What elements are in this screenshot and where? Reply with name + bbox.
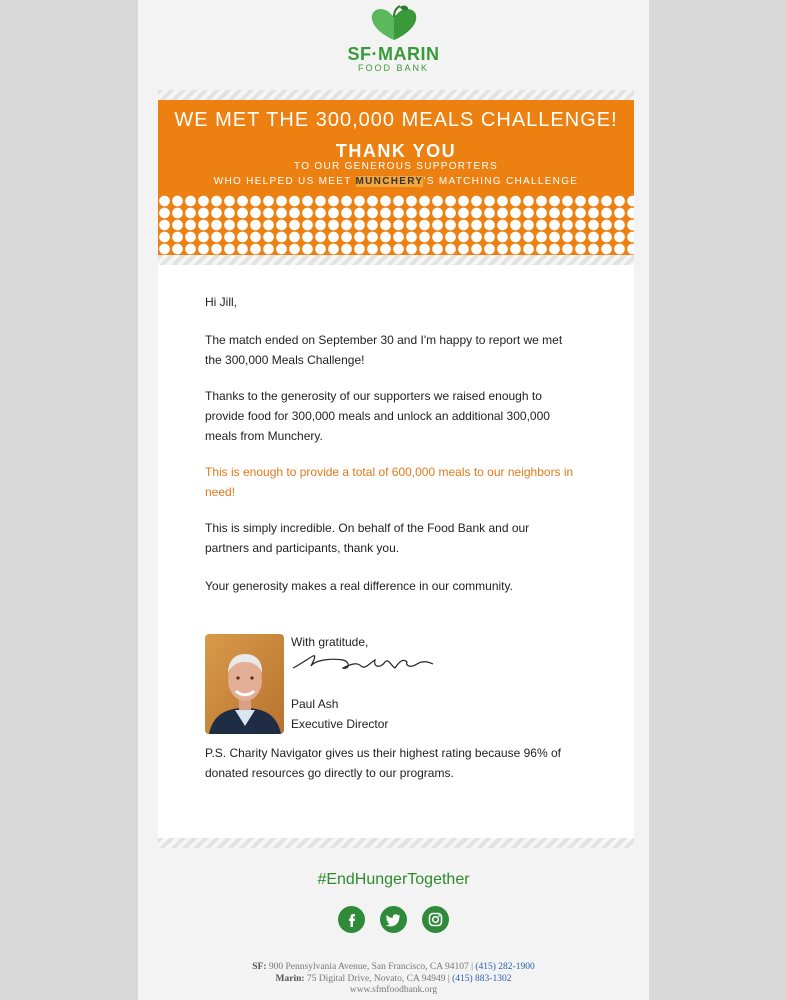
twitter-link[interactable] bbox=[380, 906, 407, 933]
banner-thank-you: THANK YOU bbox=[335, 141, 457, 161]
sf-address: 900 Pennsylvania Avenue, San Francisco, CA 94107 | bbox=[266, 962, 476, 972]
banner-line-2-start: WHO HELPED US MEET bbox=[213, 176, 356, 187]
letter-card bbox=[158, 265, 634, 838]
logo-subtitle: FOOD BANK bbox=[357, 63, 429, 73]
hero-banner bbox=[158, 100, 634, 255]
postscript: P.S. Charity Navigator gives us their highest rating because 96% of donated resources go directly to our programs. bbox=[205, 746, 561, 780]
social-links bbox=[338, 906, 449, 934]
divider-stripe bbox=[158, 90, 634, 100]
divider-stripe bbox=[158, 838, 634, 848]
facebook-link[interactable] bbox=[338, 906, 365, 933]
logo-name: SF·MARIN bbox=[347, 44, 440, 64]
paragraph-4: This is simply incredible. On behalf of the Food Bank and our partners and participants, thank you. bbox=[205, 521, 530, 555]
greeting: Hi Jill, bbox=[205, 295, 237, 309]
banner-line-1: TO OUR GENEROUS SUPPORTERS bbox=[293, 161, 498, 172]
banner-line-2-end: ’S MATCHING CHALLENGE bbox=[423, 176, 579, 187]
twitter-icon bbox=[386, 912, 401, 927]
sf-address-line bbox=[138, 962, 649, 972]
logo[interactable] bbox=[138, 4, 649, 74]
signer-name: Paul Ash bbox=[291, 697, 339, 711]
paragraph-1: The match ended on September 30 and I'm happy to report we met the 300,000 Meals Challenge! bbox=[205, 333, 563, 367]
website-link[interactable]: www.sfmfoodbank.org bbox=[349, 985, 438, 995]
paragraph-5: Your generosity makes a real difference in our community. bbox=[205, 579, 513, 593]
facebook-icon bbox=[344, 912, 359, 927]
apple-heart-icon bbox=[362, 4, 426, 44]
marin-address: 75 Digital Drive, Novato, CA 94949 | bbox=[304, 974, 453, 984]
paragraph-2: Thanks to the generosity of our supporters we raised enough to provide food for 300,000 meals and unlock an additional 300,000 meals from Munchery. bbox=[205, 389, 550, 443]
signature-image bbox=[291, 650, 436, 676]
dot-pattern bbox=[158, 195, 634, 255]
divider-stripe bbox=[158, 255, 634, 265]
sf-phone-link[interactable]: (415) 282-1900 bbox=[475, 962, 535, 972]
email-column bbox=[138, 0, 649, 1000]
marin-label: Marin: bbox=[275, 974, 305, 984]
hashtag[interactable]: #EndHungerTogether bbox=[317, 871, 470, 888]
banner-title: WE MET THE 300,000 MEALS CHALLENGE! bbox=[174, 109, 618, 131]
signer-title: Executive Director bbox=[291, 717, 389, 731]
marin-address-line bbox=[138, 974, 649, 984]
closing: With gratitude, bbox=[291, 635, 369, 649]
sf-label: SF: bbox=[252, 962, 267, 972]
instagram-icon bbox=[428, 912, 443, 927]
instagram-link[interactable] bbox=[422, 906, 449, 933]
marin-phone-link[interactable]: (415) 883-1302 bbox=[452, 974, 512, 984]
signer-photo bbox=[205, 634, 284, 734]
paragraph-highlight: This is enough to provide a total of 600,000 meals to our neighbors in need! bbox=[205, 465, 574, 499]
munchery-brand: MUNCHERY bbox=[355, 176, 424, 187]
banner-line-2 bbox=[158, 176, 634, 187]
